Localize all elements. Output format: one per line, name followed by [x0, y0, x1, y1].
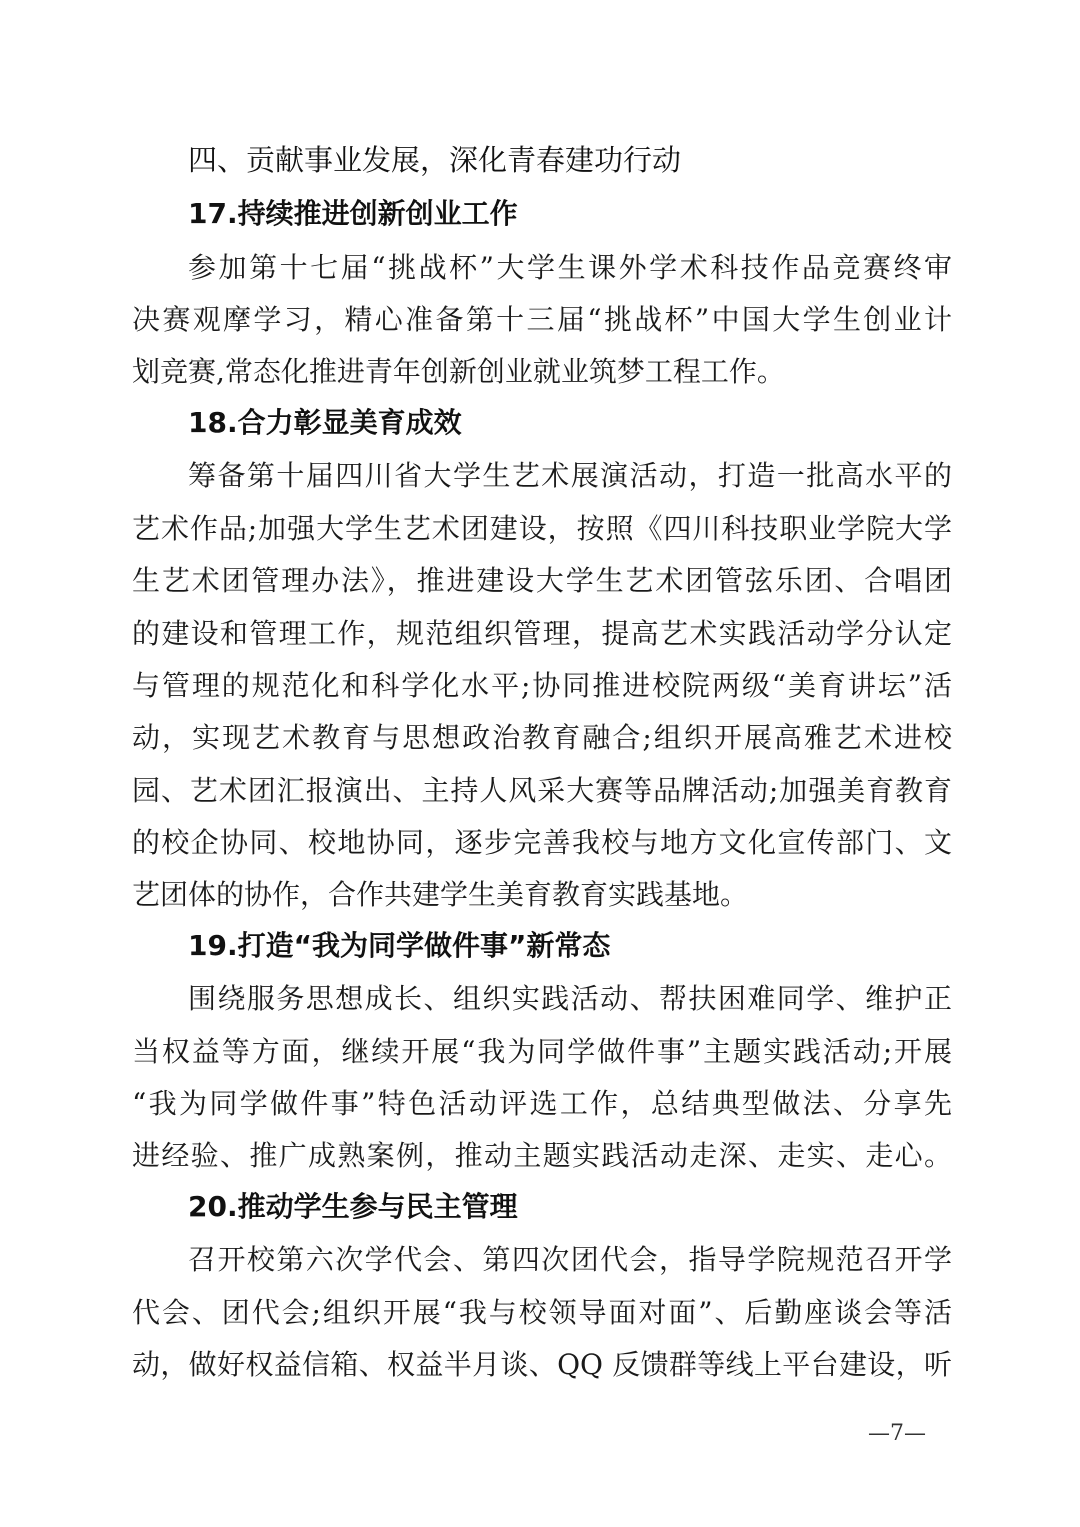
paragraph-line: 筹备第十届四川省大学生艺术展演活动，打造一批高水平的 [188, 459, 952, 492]
paragraph-line: 当权益等方面，继续开展“我为同学做件事”主题实践活动;开展 [132, 1035, 952, 1068]
paragraph-line: 艺团体的协作，合作共建学生美育教育实践基地。 [132, 878, 749, 911]
paragraph-line: 动，做好权益信箱、权益半月谈、QQ 反馈群等线上平台建设，听 [132, 1348, 952, 1381]
item-title: 20.推动学生参与民主管理 [188, 1190, 518, 1223]
page-number: —7— [868, 1421, 926, 1446]
paragraph-line: 代会、团代会;组织开展“我与校领导面对面”、后勤座谈会等活 [132, 1296, 952, 1329]
paragraph-line: 动，实现艺术教育与思想政治教育融合;组织开展高雅艺术进校 [132, 721, 952, 754]
paragraph-line: 的建设和管理工作，规范组织管理，提高艺术实践活动学分认定 [132, 617, 952, 650]
paragraph-line: 的校企协同、校地协同，逐步完善我校与地方文化宣传部门、文 [132, 826, 952, 859]
paragraph-line: 决赛观摩学习，精心准备第十三届“挑战杯”中国大学生创业计 [132, 303, 952, 336]
paragraph-line: 艺术作品;加强大学生艺术团建设，按照《四川科技职业学院大学 [132, 512, 952, 545]
item-title: 17.持续推进创新创业工作 [188, 197, 518, 230]
paragraph-line: 围绕服务思想成长、组织实践活动、帮扶困难同学、维护正 [188, 982, 952, 1015]
paragraph-line: 参加第十七届“挑战杯”大学生课外学术科技作品竞赛终审 [188, 251, 952, 284]
paragraph-line: 与管理的规范化和科学化水平;协同推进校院两级“美育讲坛”活 [132, 669, 952, 702]
paragraph-line: 生艺术团管理办法》，推进建设大学生艺术团管弦乐团、合唱团 [132, 564, 952, 597]
paragraph-line: 划竞赛,常态化推进青年创新创业就业筑梦工程工作。 [132, 355, 785, 388]
paragraph-line: 园、艺术团汇报演出、主持人风采大赛等品牌活动;加强美育教育 [132, 774, 952, 807]
item-title: 18.合力彰显美育成效 [188, 406, 462, 439]
section-heading: 四、贡献事业发展，深化青春建功行动 [188, 143, 682, 177]
item-title: 19.打造“我为同学做件事”新常态 [188, 929, 611, 962]
paragraph-line: 进经验、推广成熟案例，推动主题实践活动走深、走实、走心。 [132, 1139, 952, 1172]
paragraph-line: 召开校第六次学代会、第四次团代会，指导学院规范召开学 [188, 1243, 952, 1276]
paragraph-line: “我为同学做件事”特色活动评选工作，总结典型做法、分享先 [132, 1087, 952, 1120]
